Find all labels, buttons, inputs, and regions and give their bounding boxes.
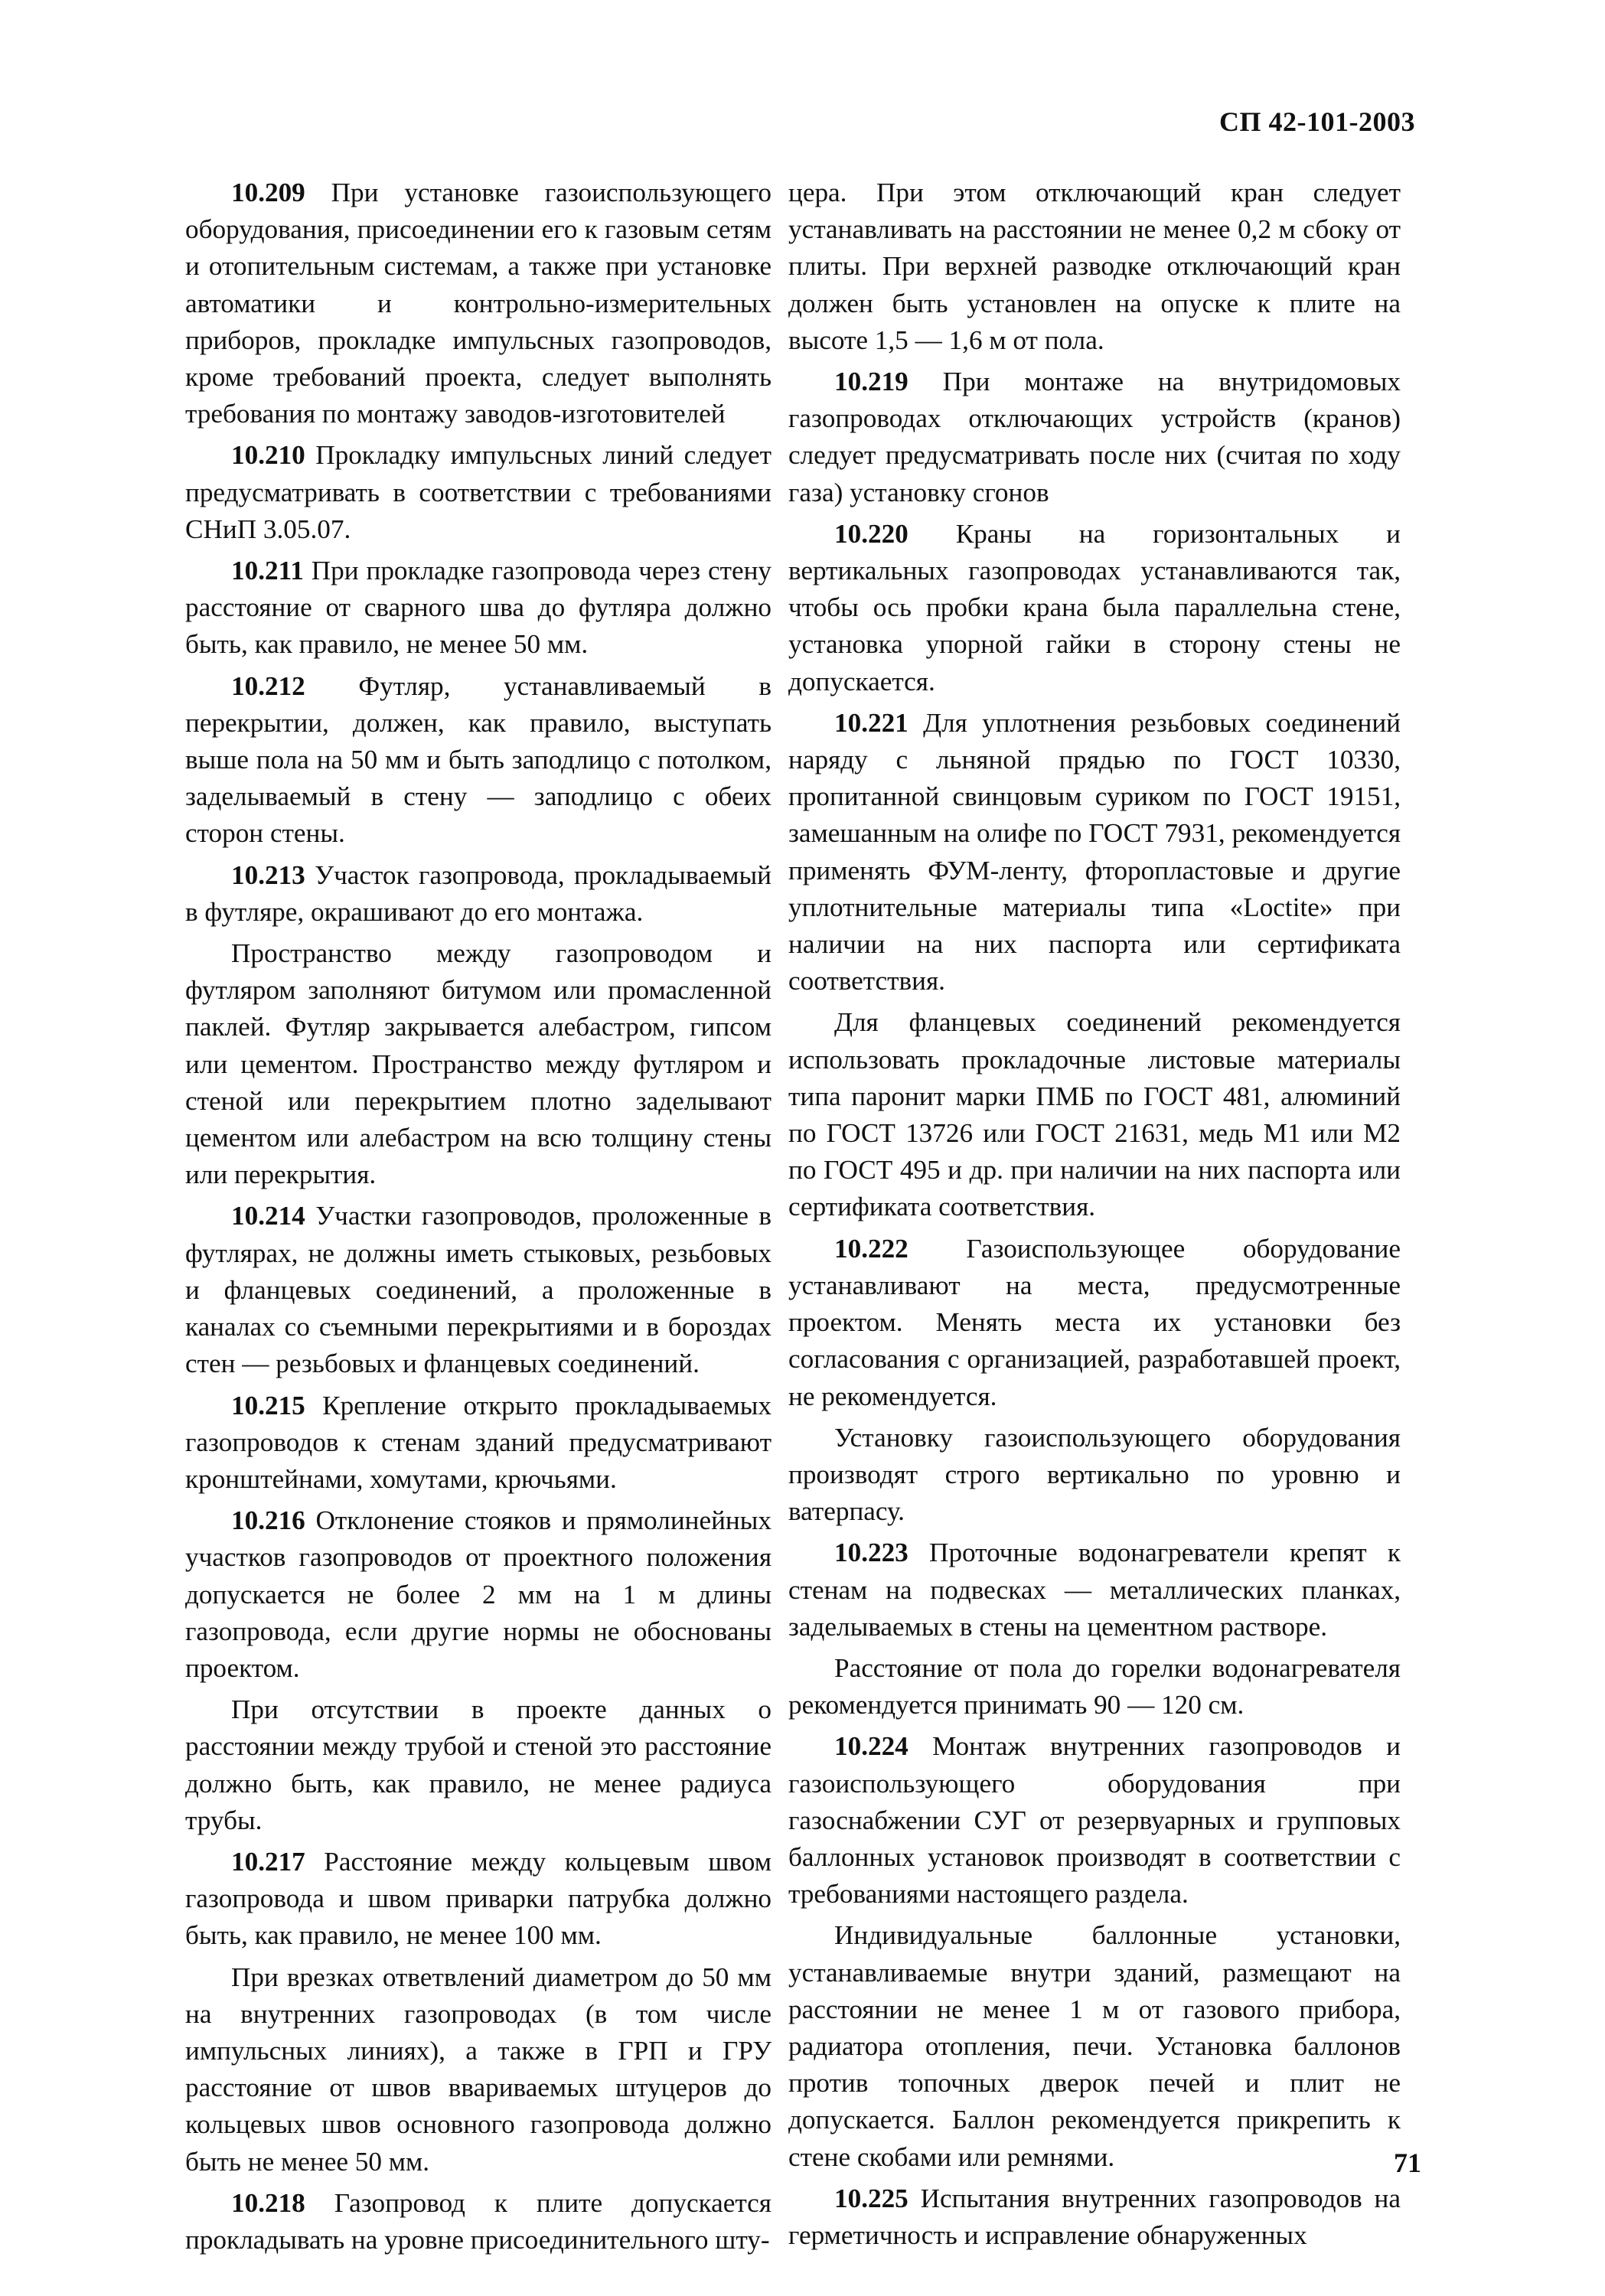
- paragraph: [185, 1388, 772, 1499]
- clause-number: 10.212: [231, 670, 305, 701]
- clause-number: 10.211: [231, 556, 304, 586]
- paragraph-text: Расстояние между кольцевым швом газопровода и швом приварки патрубка должно быть, как правило, не менее 100 мм.: [185, 1846, 772, 1951]
- paragraph: [788, 1231, 1401, 1415]
- clause-number: 10.225: [834, 2183, 909, 2213]
- paragraph-text: Участок газопровода, прокладываемый в футляре, окрашивают до его монтажа.: [185, 859, 772, 927]
- paragraph-text: Установку газоиспользующего оборудования производят строго вертикально по уровню и ватерпасу.: [788, 1422, 1401, 1527]
- clause-number: 10.215: [231, 1390, 305, 1420]
- paragraph: [788, 1917, 1401, 2175]
- paragraph-text: Расстояние от пола до горелки водонагревателя рекомендуется принимать 90 — 120 см.: [788, 1652, 1401, 1720]
- page-number: 71: [1394, 2148, 1421, 2178]
- paragraph: [788, 705, 1401, 1000]
- paragraph-text: При прокладке газопровода через стену расстояние от сварного шва до футляра должно быть, как правило, не менее 50 мм.: [185, 556, 772, 660]
- paragraph-text: Для фланцевых соединений рекомендуется использовать прокладочные листовые материалы типа паронит марки ПМБ по ГОСТ 481, алюминий по ГОСТ 13726 или ГОСТ 21631, медь М1 или М2 по ГОСТ 495 и др. при наличии на них паспорта или сертификата соответствия.: [788, 1007, 1401, 1222]
- paragraph: [788, 1004, 1401, 1225]
- paragraph-text: При отсутствии в проекте данных о расстоянии между трубой и стеной это расстояние должно быть, как правило, не менее радиуса трубы.: [185, 1694, 772, 1835]
- paragraph-text: Проточные водонагреватели крепят к стенам на подвесках — металлических планках, заделываемых в стены на цементном растворе.: [788, 1538, 1401, 1642]
- paragraph: [185, 1502, 772, 1687]
- paragraph-text: При монтаже на внутридомовых газопроводах отключающих устройств (кранов) следует предусматривать после них (считая по ходу газа) установку сгонов: [788, 367, 1401, 507]
- paragraph: [788, 1728, 1401, 1913]
- clause-number: 10.210: [231, 440, 305, 471]
- right-column: [788, 174, 1401, 2258]
- paragraph: [185, 437, 772, 548]
- paragraph: [185, 1198, 772, 1382]
- paragraph: [788, 2180, 1401, 2254]
- clause-number: 10.209: [231, 178, 305, 207]
- paragraph: [185, 668, 772, 853]
- clause-number: 10.220: [834, 518, 909, 549]
- paragraph: [185, 553, 772, 664]
- paragraph: [185, 2185, 772, 2258]
- paragraph-text: Прокладку импульсных линий следует предусматривать в соответствии с требованиями СНиП 3.05.07.: [185, 440, 772, 544]
- paragraph-text: Крепление открыто прокладываемых газопроводов к стенам зданий предусматривают кронштейнами, хомутами, крючьями.: [185, 1390, 772, 1494]
- paragraph: [788, 364, 1401, 511]
- paragraph: [185, 174, 772, 432]
- clause-number: 10.224: [834, 1731, 909, 1762]
- paragraph-text: Монтаж внутренних газопроводов и газоиспользующего оборудования при газоснабжении СУГ от резервуарных и групповых баллонных установок производят в соответствии с требованиями настоящего раздела.: [788, 1731, 1401, 1910]
- paragraph: [788, 174, 1401, 359]
- paragraph-text: Газопровод к плите допускается прокладывать на уровне присоединительного шту-: [185, 2187, 772, 2255]
- clause-number: 10.216: [231, 1505, 305, 1536]
- paragraph-text: Испытания внутренних газопроводов на герметичность и исправление обнаруженных: [788, 2183, 1401, 2250]
- paragraph-text: При врезках ответвлений диаметром до 50 мм на внутренних газопроводах (в том числе импульсных линиях), а также в ГРП и ГРУ расстояние от швов ввариваемых штуцеров до кольцевых швов основного газопровода должно быть не менее 50 мм.: [185, 1962, 772, 2177]
- clause-number: 10.214: [231, 1201, 305, 1231]
- paragraph: [185, 935, 772, 1193]
- paragraph: [185, 857, 772, 931]
- clause-number: 10.217: [231, 1846, 305, 1877]
- paragraph-text: При установке газоиспользующего оборудования, присоединении его к газовым сетям и отопительным системам, а также при установке автоматики и контрольно-измерительных приборов, прокладке импульсных газопроводов, кроме требований проекта, следует выполнять требования по монтажу заводов-изготовителей: [185, 178, 772, 429]
- paragraph-text: Футляр, устанавливаемый в перекрытии, должен, как правило, выступать выше пола на 50 мм и быть заподлицо с потолком, заделываемый в стену — заподлицо с обеих сторон стены.: [185, 670, 772, 849]
- paragraph-text: Для уплотнения резьбовых соединений наряду с льняной прядью по ГОСТ 10330, пропитанной свинцовым суриком по ГОСТ 19151, замешанным на олифе по ГОСТ 7931, рекомендуется применять ФУМ-ленту, фторопластовые и другие уплотнительные материалы типа «Loctite» при наличии на них паспорта или сертификата соответствия.: [788, 707, 1401, 996]
- paragraph: [788, 1650, 1401, 1724]
- paragraph-text: Краны на горизонтальных и вертикальных газопроводах устанавливаются так, чтобы ось пробки крана была параллельна стене, установка упорной гайки в сторону стены не допускается.: [788, 518, 1401, 696]
- clause-number: 10.223: [834, 1538, 909, 1568]
- paragraph-text: цера. При этом отключающий кран следует устанавливать на расстоянии не менее 0,2 м сбоку от плиты. При верхней разводке отключающий кран должен быть установлен на опуске к плите на высоте 1,5 — 1,6 м от пола.: [788, 178, 1401, 355]
- paragraph-text: Пространство между газопроводом и футляром заполняют битумом или промасленной паклей. Футляр закрывается алебастром, гипсом или цементом. Пространство между футляром и стеной или перекрытием плотно заделывают цементом или алебастром на всю толщину стены или перекрытия.: [185, 938, 772, 1190]
- clause-number: 10.219: [834, 367, 909, 397]
- document-code: СП 42-101-2003: [1219, 106, 1415, 137]
- paragraph-text: Отклонение стояков и прямолинейных участков газопроводов от проектного положения допускается не более 2 мм на 1 м длины газопровода, если другие нормы не обоснованы проектом.: [185, 1505, 772, 1683]
- paragraph: [185, 1844, 772, 1955]
- clause-number: 10.213: [231, 859, 305, 890]
- paragraph: [788, 1420, 1401, 1531]
- clause-number: 10.218: [231, 2187, 305, 2218]
- clause-number: 10.222: [834, 1233, 909, 1264]
- left-column: [185, 174, 772, 2263]
- paragraph-text: Участки газопроводов, проложенные в футлярах, не должны иметь стыковых, резьбовых и фланцевых соединений, а проложенные в каналах со съемными перекрытиями и в бороздах стен — резьбовых и фланцевых соединений.: [185, 1201, 772, 1379]
- paragraph-text: Газоиспользующее оборудование устанавливают на места, предусмотренные проектом. Менять места их установки без согласования с организацией, разработавшей проект, не рекомендуется.: [788, 1233, 1401, 1411]
- paragraph: [185, 1691, 772, 1839]
- paragraph: [788, 1534, 1401, 1645]
- paragraph-text: Индивидуальные баллонные установки, устанавливаемые внутри зданий, размещают на расстоянии не менее 1 м от газового прибора, радиатора отопления, печи. Установка баллонов против топочных дверок печей и плит не допускается. Баллон рекомендуется прикрепить к стене скобами или ремнями.: [788, 1920, 1401, 2172]
- clause-number: 10.221: [834, 707, 909, 738]
- paragraph: [185, 1959, 772, 2180]
- paragraph: [788, 516, 1401, 700]
